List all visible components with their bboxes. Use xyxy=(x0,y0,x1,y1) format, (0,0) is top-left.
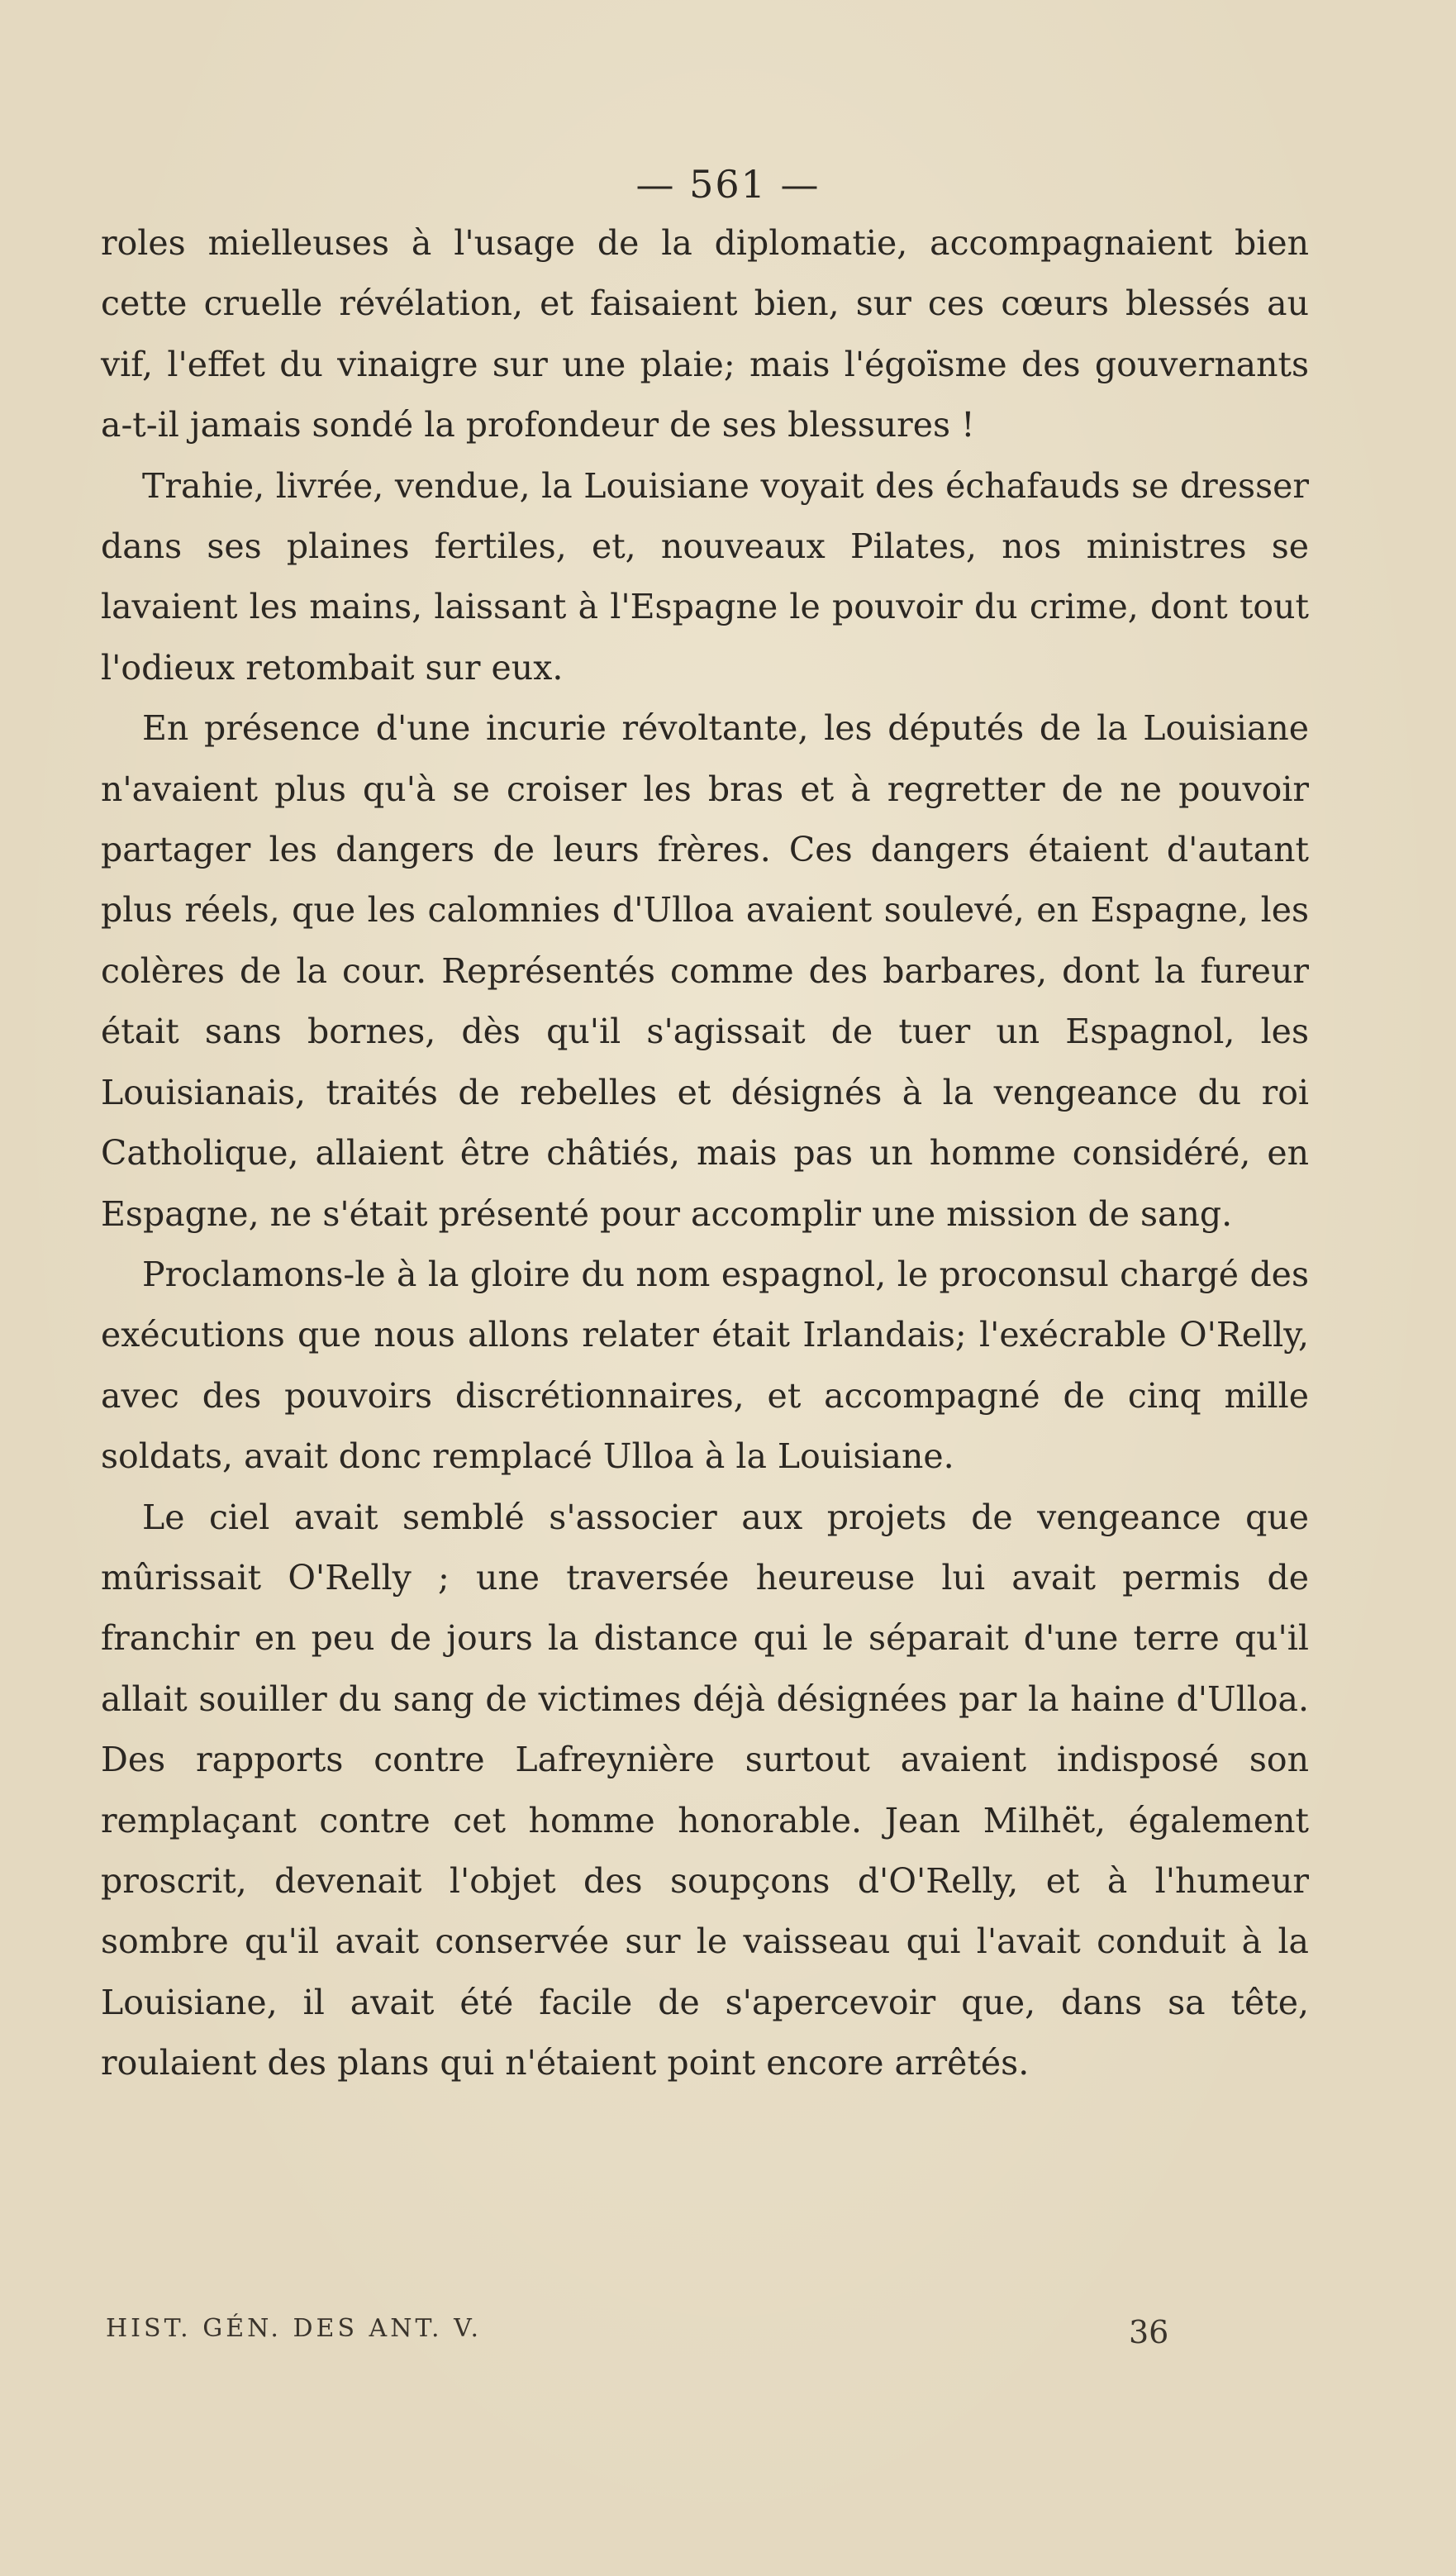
paragraph-3: En présence d'une incurie révoltante, les députés de la Louisiane n'avaient plus qu'à se croiser les bras et à regretter de ne pouvoir partager les dangers de leurs frères. Ces dangers étaient d'autant plus réels, que les calomnies d'Ulloa avaient soulevé, en Espagne, les colères de la cour. Représentés comme des barbares, dont la fureur était sans bornes, dès qu'il s'agissait de tuer un Espagnol, les Louisianais, traités de rebelles et désignés à la vengeance du roi Catholique, allaient être châtiés, mais pas un homme considéré, en Espagne, ne s'était présenté pour accomplir une mission de sang. xyxy=(101,708,1309,1234)
paragraph-1: roles mielleuses à l'usage de la diplomatie, accompagnaient bien cette cruelle révélation, et faisaient bien, sur ces cœurs blessés au vif, l'effet du vinaigre sur une plaie; mais l'égoïsme des gouvernants a-t-il jamais sondé la profondeur de ses blessures ! xyxy=(101,223,1309,445)
paragraph-4: Proclamons-le à la gloire du nom espagnol, le proconsul chargé des exécutions que nous allons relater était Irlandais; l'exécrable O'Relly, avec des pouvoirs discrétionnaires, et accompagné de cinq mille soldats, avait donc remplacé Ulloa à la Louisiane. xyxy=(101,1254,1309,1477)
paragraph-2: Trahie, livrée, vendue, la Louisiane voyait des échafauds se dresser dans ses plaines fertiles, et, nouveaux Pilates, nos ministres se lavaient les mains, laissant à l'Espagne le pouvoir du crime, dont tout l'odieux retombait sur eux. xyxy=(101,465,1309,688)
paragraph-5: Le ciel avait semblé s'associer aux projets de vengeance que mûrissait O'Relly ; une traversée heureuse lui avait permis de franchir en peu de jours la distance qui le séparait d'une terre qu'il allait souiller du sang de victimes déjà désignées par la haine d'Ulloa. Des rapports contre Lafreynière surtout avaient indisposé son remplaçant contre cet homme honorable. Jean Milhët, également proscrit, devenait l'objet des soupçons d'O'Relly, et à l'humeur sombre qu'il avait conservée sur le vaisseau qui l'avait conduit à la Louisiane, il avait été facile de s'apercevoir que, dans sa tête, roulaient des plans qui n'étaient point encore arrêtés. xyxy=(101,1497,1309,2083)
signature-mark: 36 xyxy=(1129,2314,1169,2350)
page-number: — 561 — xyxy=(635,162,821,207)
body-text xyxy=(101,213,1309,2094)
footer-title: HIST. GÉN. DES ANT. V. xyxy=(106,2314,483,2343)
